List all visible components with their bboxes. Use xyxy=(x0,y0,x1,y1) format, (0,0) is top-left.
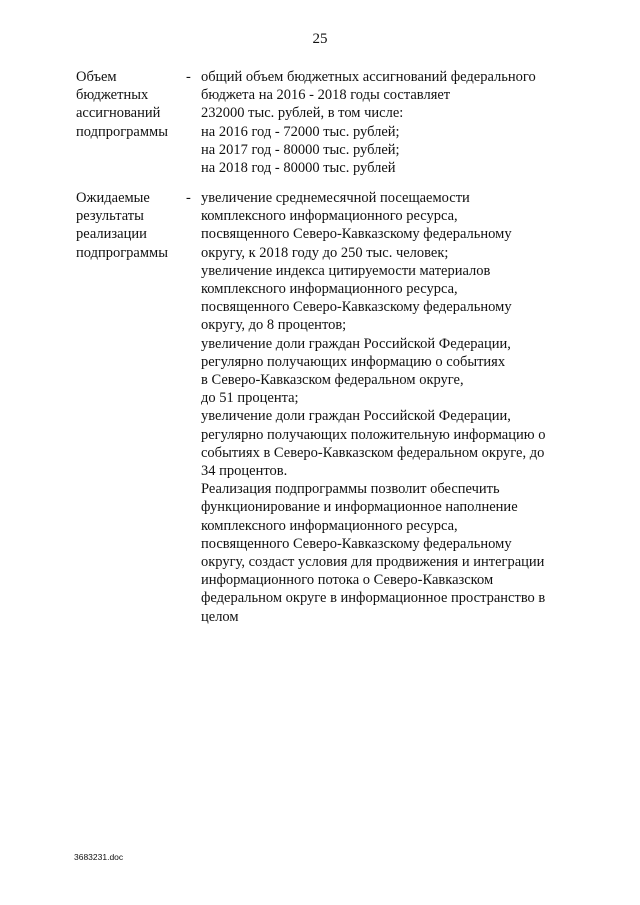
content-line: общий объем бюджетных ассигнований федерального xyxy=(201,69,536,85)
content-line: округу, создаст условия для продвижения и интеграции xyxy=(201,554,545,571)
content-line: увеличение среднемесячной посещаемости xyxy=(201,190,470,206)
label-line: Ожидаемые xyxy=(76,190,150,206)
section-content xyxy=(201,189,571,626)
label-line: подпрограммы xyxy=(76,123,168,140)
content-line: комплексного информационного ресурса, xyxy=(201,281,458,298)
content-line: комплексного информационного ресурса, xyxy=(201,517,458,534)
content-line: 34 процентов. xyxy=(201,463,288,480)
content-line: до 51 процента; xyxy=(201,390,299,407)
content-line: информационного потока о Северо-Кавказском xyxy=(201,572,494,589)
content-line: в Северо-Кавказском федеральном округе, xyxy=(201,372,464,389)
content-line: регулярно получающих положительную информацию о xyxy=(201,426,546,443)
label-line: Объем xyxy=(76,69,117,85)
section-label xyxy=(76,68,186,141)
content-line: комплексного информационного ресурса, xyxy=(201,208,458,225)
label-line: ассигнований xyxy=(76,105,161,122)
dash-separator: - xyxy=(186,69,191,85)
content-line: целом xyxy=(201,608,239,625)
content-line: событиях в Северо-Кавказском федеральном округе, до xyxy=(201,444,545,461)
document-filename: 3683231.doc xyxy=(74,852,124,862)
label-line: бюджетных xyxy=(76,87,149,104)
content-line: на 2016 год - 72000 тыс. рублей; xyxy=(201,123,400,140)
label-line: подпрограммы xyxy=(76,244,168,261)
content-line: бюджета на 2016 - 2018 годы составляет xyxy=(201,87,451,104)
content-line: федеральном округе в информационное пространство в xyxy=(201,590,546,607)
content-line: посвященного Северо-Кавказскому федеральному xyxy=(201,226,512,243)
page-number: 25 xyxy=(312,31,328,47)
label-line: результаты xyxy=(76,208,144,225)
content-line: 232000 тыс. рублей, в том числе: xyxy=(201,105,404,122)
content-line: Реализация подпрограммы позволит обеспечить xyxy=(201,481,500,498)
content-line: округу, к 2018 году до 250 тыс. человек; xyxy=(201,244,449,261)
content-line: увеличение доли граждан Российской Федерации, xyxy=(201,335,511,352)
content-line: увеличение доли граждан Российской Федерации, xyxy=(201,408,511,425)
content-line: увеличение индекса цитируемости материалов xyxy=(201,262,491,279)
content-line: на 2018 год - 80000 тыс. рублей xyxy=(201,160,396,177)
content-line: на 2017 год - 80000 тыс. рублей; xyxy=(201,141,400,158)
content-line: округу, до 8 процентов; xyxy=(201,317,347,334)
section-label xyxy=(76,189,186,262)
section-content xyxy=(201,68,571,177)
content-line: посвященного Северо-Кавказскому федеральному xyxy=(201,535,512,552)
label-line: реализации xyxy=(76,226,147,243)
content-line: посвященного Северо-Кавказскому федеральному xyxy=(201,299,512,316)
content-line: регулярно получающих информацию о событиях xyxy=(201,353,506,370)
content-line: функционирование и информационное наполнение xyxy=(201,499,518,516)
dash-separator: - xyxy=(186,190,191,206)
